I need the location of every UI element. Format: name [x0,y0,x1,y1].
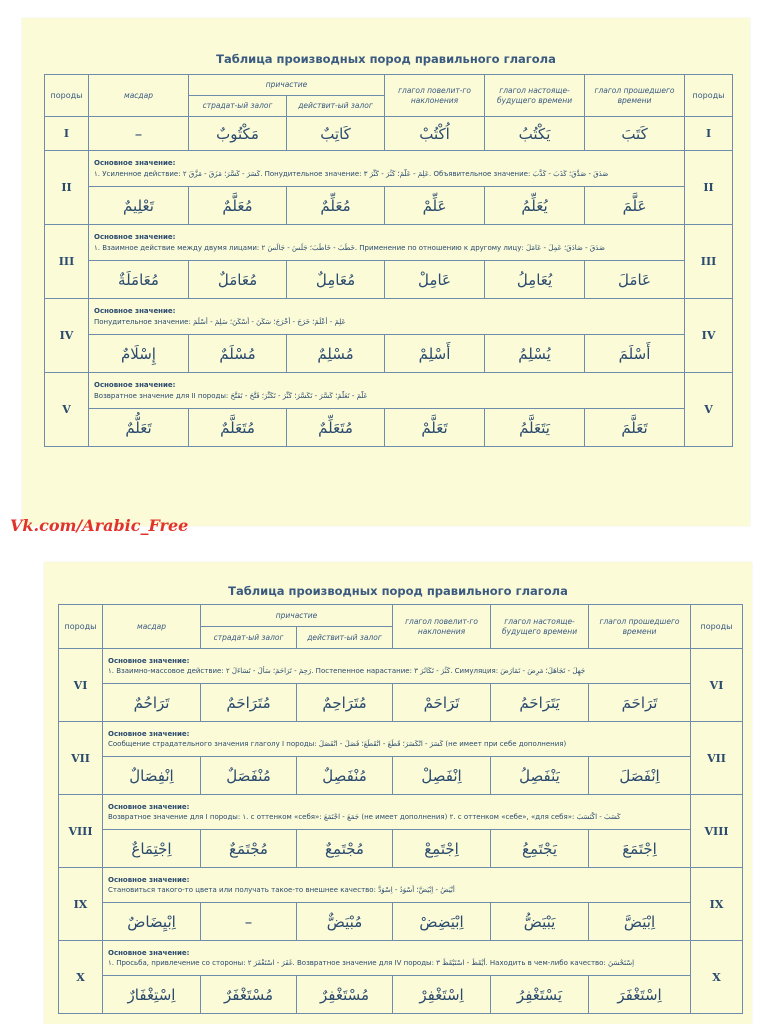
header-stradat: страдат-ый залог [201,627,297,649]
header-prichastie: причастие [189,75,385,96]
past-cell: أَسْلَمَ [585,335,685,373]
present-cell: يَسْتَغْفِرُ [491,976,589,1014]
header-povelit: глагол повелит-го наклонения [385,75,485,117]
past-cell: تَعَلَّمَ [585,409,685,447]
form-number: III [45,225,89,299]
imperative-cell: اُكْتُبْ [385,117,485,151]
header-masdar: масдар [103,605,201,649]
table-row [45,261,733,299]
passive-participle-cell: مُعَامَلٌ [189,261,287,299]
meaning-line: ١. Взаимно-массовое действие: رَحِمَ - تَرَاحَمَ؛ سَأَلَ - تَسَاءَلَ ٢. Постепенное нарастание: كَثُرَ - تَكَاثَرَ ٣. Симуляция: جَهِلَ - تَجَاهَلَ؛ مَرِضَ - تَمَارَضَ [108,667,586,675]
imperative-cell: تَعَلَّمْ [385,409,485,447]
active-participle-cell: مُسْلِمٌ [287,335,385,373]
form-number-right: X [691,941,743,1014]
passive-participle-cell: مُسْتَغْفَرٌ [201,976,297,1014]
header-proshedshego: глагол прошедшего времени [585,75,685,117]
past-cell: اِجْتَمَعَ [589,830,691,868]
form-number: X [59,941,103,1014]
header-prichastie: причастие [201,605,393,627]
page-title: Таблица производных пород правильного глагола [228,584,568,598]
header-nastoyasche: глагол настояще-будущего времени [485,75,585,117]
meaning-head: Основное значение: [94,159,176,168]
meaning-line: ١. Усиленное действие: كَسَرَ - كَسَّرَ؛ مَزَقَ - مَزَّقَ ٢. Понудительное значение: عَلِمَ - عَلَّمَ؛ كَثُرَ - كَثَّرَ ٣. Объявительное значение: صَدَقَ - صَدَّقَ؛ كَذَبَ - كَذَّبَ [94,169,609,178]
meaning-head: Основное значение: [94,233,176,242]
meaning-cell [89,151,685,187]
meaning-head: Основное значение: [108,802,190,811]
table-row [59,903,743,941]
masdar-cell: – [89,117,189,151]
table-row [45,335,733,373]
imperative-cell: اِسْتَغْفِرْ [393,976,491,1014]
meaning-line: Возвратное значение для I породы: ١. с оттенком «себя»: جَمَعَ - اجْتَمَعَ (не имеет дополнения) ٢. с оттенком «себе», «для себя»: كَسَبَ - اكْتَسَبَ [108,813,621,821]
masdar-cell: اِسْتِغْفَارٌ [103,976,201,1014]
table-row [59,757,743,795]
header-deystvit: действит-ый залог [297,627,393,649]
table-row [45,409,733,447]
present-cell: يَجْتَمِعُ [491,830,589,868]
verb-forms-table [58,604,743,1014]
meaning-head: Основное значение: [94,307,176,316]
imperative-cell: عَلِّمْ [385,187,485,225]
meaning-cell [103,722,691,757]
masdar-cell: اِنْفِصَالٌ [103,757,201,795]
header-porody: породы [59,605,103,649]
meaning-cell [89,299,685,335]
table-row-meaning [59,941,743,976]
present-cell: يُسْلِمُ [485,335,585,373]
header-porody-right: породы [685,75,733,117]
table-row [59,830,743,868]
meaning-line: Понудительное значение: عَلِمَ - أَعْلَمَ؛ خَرَجَ - أَخْرَجَ؛ سَكَنَ - أَسْكَنَ؛ سَلِمَ - أَسْلَمَ [94,317,346,326]
passive-participle-cell: مُجْتَمَعٌ [201,830,297,868]
past-cell: كَتَبَ [585,117,685,151]
active-participle-cell: مُعَامِلٌ [287,261,385,299]
present-cell: يَنْفَصِلُ [491,757,589,795]
table-row-meaning [59,722,743,757]
form-number: IV [45,299,89,373]
header-porody-right: породы [691,605,743,649]
form-number-right: IX [691,868,743,941]
present-cell: يَتَعَلَّمُ [485,409,585,447]
present-cell: يَتَرَاحَمُ [491,684,589,722]
form-number: I [45,117,89,151]
passive-participle-cell: مَكْتُوبٌ [189,117,287,151]
meaning-head: Основное значение: [108,729,190,738]
passive-participle-cell: – [201,903,297,941]
header-porody: породы [45,75,89,117]
header-stradat: страдат-ый залог [189,96,287,117]
form-number: IX [59,868,103,941]
present-cell: يُعَلِّمُ [485,187,585,225]
masdar-cell: تَعْلِيمٌ [89,187,189,225]
header-masdar: масдар [89,75,189,117]
meaning-line: Становиться такого-то цвета или получать такое-то внешнее качество: أَبْيَضُ - اِبْيَضَّ؛ أَسْوَدُ - اِسْوَدَّ [108,886,455,894]
past-cell: اِنْفَصَلَ [589,757,691,795]
form-number: VII [59,722,103,795]
header-proshedshego: глагол прошедшего времени [589,605,691,649]
form-number: V [45,373,89,447]
form-number-right: IV [685,299,733,373]
present-cell: يَكْتُبُ [485,117,585,151]
passive-participle-cell: مُنْفَصَلٌ [201,757,297,795]
passive-participle-cell: مُعَلَّمٌ [189,187,287,225]
form-number-right: II [685,151,733,225]
imperative-cell: اِنْفَصِلْ [393,757,491,795]
form-number-right: I [685,117,733,151]
table-row [45,117,733,151]
meaning-line: ١. Взаимное действие между двумя лицами: خَطَبَ - خَاطَبَ؛ جَلَسَ - جَالَسَ ٢. Применение по отношению к другому лицу: صَدَقَ - صَادَقَ؛ عَمِلَ - عَامَلَ [94,243,605,252]
past-cell: عَامَلَ [585,261,685,299]
page-title: Таблица производных пород правильного глагола [216,52,556,66]
table-row-meaning [45,373,733,409]
form-number: II [45,151,89,225]
meaning-head: Основное значение: [108,875,190,884]
active-participle-cell: مُبْيَضٌّ [297,903,393,941]
meaning-head: Основное значение: [108,948,190,957]
meaning-line: Сообщение страдательного значения глаголу I породы: كَسَرَ - انْكَسَرَ؛ قَطَعَ - انْقَطَعَ؛ فَصَلَ - انْفَصَلَ (не имеет при себе дополнения) [108,740,567,748]
meaning-cell [103,941,691,976]
table-row [45,187,733,225]
masdar-cell: إِسْلَامٌ [89,335,189,373]
watermark-link[interactable]: Vk.com/Arabic_Free [10,516,189,535]
active-participle-cell: مُجْتَمِعٌ [297,830,393,868]
active-participle-cell: مُتَعَلِّمٌ [287,409,385,447]
masdar-cell: اِبْيِضَاضٌ [103,903,201,941]
past-cell: عَلَّمَ [585,187,685,225]
present-cell: يُعَامِلُ [485,261,585,299]
table-row-meaning [45,151,733,187]
form-number: VI [59,649,103,722]
table-page-2 [44,562,752,1024]
masdar-cell: تَرَاحُمٌ [103,684,201,722]
table-row-meaning [45,225,733,261]
meaning-cell [89,373,685,409]
imperative-cell: عَامِلْ [385,261,485,299]
meaning-cell [103,868,691,903]
meaning-cell [89,225,685,261]
header-deystvit: действит-ый залог [287,96,385,117]
table-row-meaning [59,868,743,903]
meaning-cell [103,649,691,684]
masdar-cell: تَعَلُّمٌ [89,409,189,447]
active-participle-cell: كَاتِبٌ [287,117,385,151]
table-page-1 [22,18,750,526]
header-nastoyasche: глагол настояще-будущего времени [491,605,589,649]
active-participle-cell: مُعَلِّمٌ [287,187,385,225]
meaning-cell [103,795,691,830]
active-participle-cell: مُنْفَصِلٌ [297,757,393,795]
past-cell: تَرَاحَمَ [589,684,691,722]
active-participle-cell: مُسْتَغْفِرٌ [297,976,393,1014]
table-row-meaning [59,795,743,830]
form-number-right: V [685,373,733,447]
table-row [59,684,743,722]
form-number-right: VII [691,722,743,795]
table-row-meaning [45,299,733,335]
form-number: VIII [59,795,103,868]
meaning-line: Возвратное значение для II породы: عَلَّمَ - تَعَلَّمَ؛ كَسَّرَ - تَكَسَّرَ؛ كَثَّرَ - تَكَثَّرَ؛ فَتَّحَ - تَفَتَّحَ [94,391,368,400]
header-povelit: глагол повелит-го наклонения [393,605,491,649]
masdar-cell: اِجْتِمَاعٌ [103,830,201,868]
past-cell: اِسْتَغْفَرَ [589,976,691,1014]
table-row [59,976,743,1014]
imperative-cell: اِجْتَمِعْ [393,830,491,868]
masdar-cell: مُعَامَلَةٌ [89,261,189,299]
passive-participle-cell: مُسْلَمٌ [189,335,287,373]
imperative-cell: اِبْيَضِضْ [393,903,491,941]
table-row-meaning [59,649,743,684]
imperative-cell: تَرَاحَمْ [393,684,491,722]
meaning-head: Основное значение: [94,381,176,390]
form-number-right: VIII [691,795,743,868]
passive-participle-cell: مُتَعَلَّمٌ [189,409,287,447]
passive-participle-cell: مُتَرَاحَمٌ [201,684,297,722]
imperative-cell: أَسْلِمْ [385,335,485,373]
verb-forms-table [44,74,733,447]
present-cell: يَبْيَضُّ [491,903,589,941]
active-participle-cell: مُتَرَاحِمٌ [297,684,393,722]
past-cell: اِبْيَضَّ [589,903,691,941]
meaning-line: ١. Просьба, привлечение со стороны: غَفَرَ - اسْتَغْفَرَ ٢. Возвратное значение для IV породы: أَيْقَظَ - اسْتَيْقَظَ ٣. Находить в чем-либо качество: اِسْتَحْسَنَ [108,959,635,967]
form-number-right: VI [691,649,743,722]
meaning-head: Основное значение: [108,656,190,665]
form-number-right: III [685,225,733,299]
